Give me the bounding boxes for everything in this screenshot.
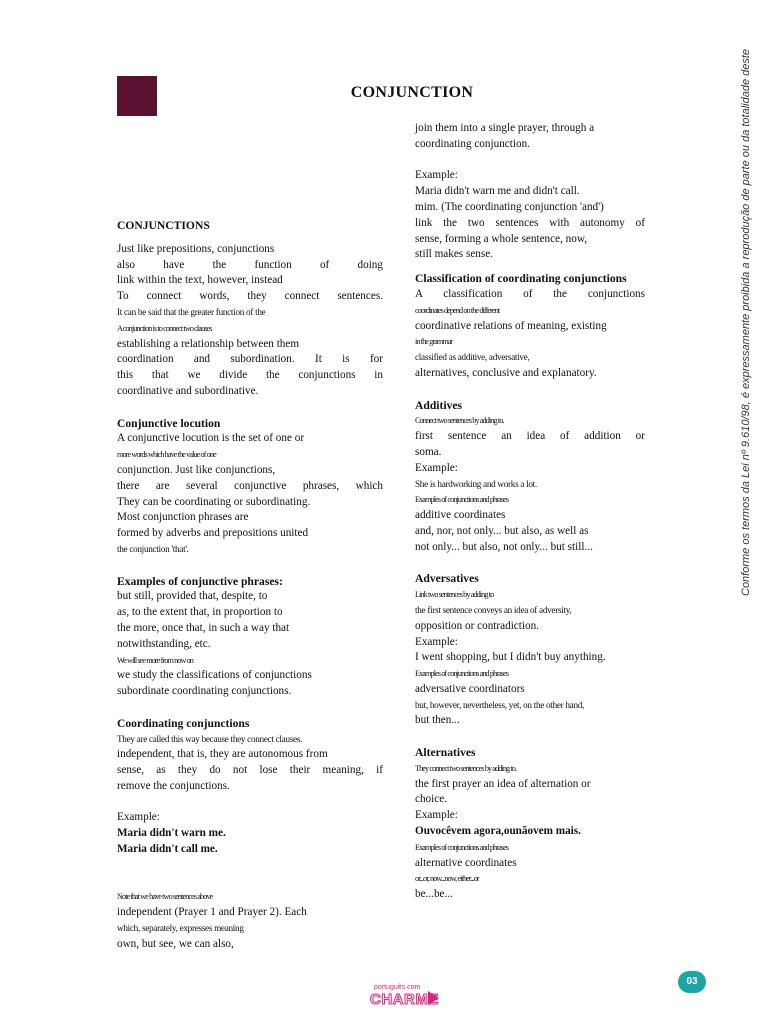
copyright-side-note: Conforme os termos da Lei nº 9.610/98, é expressamente proibida a reprodução de parte ou da totalidade deste bbox=[740, 48, 752, 596]
text-line bbox=[117, 874, 383, 890]
text-line: coordination and subordination. It is for bbox=[117, 353, 383, 366]
text-line: Note that we have two sentences above bbox=[117, 892, 213, 902]
text-line: She is hardworking and works a lot. bbox=[415, 478, 537, 489]
text-line bbox=[117, 234, 383, 242]
text-line bbox=[415, 153, 645, 169]
text-line: A conjunctive locution is the set of one or bbox=[117, 432, 305, 445]
text-line: remove the conjunctions. bbox=[117, 779, 230, 792]
text-line: link within the text, however, instead bbox=[117, 274, 283, 287]
text-line: Just like prepositions, conjunctions bbox=[117, 242, 275, 255]
text-line: Examples of conjunctions and phrases bbox=[415, 495, 509, 505]
text-line: Example: bbox=[415, 809, 458, 822]
text-line: there are several conjunctive phrases, which bbox=[117, 479, 383, 492]
text-line: Link two sentences by adding to bbox=[415, 590, 494, 600]
text-line: more words which have the value of one bbox=[117, 450, 216, 460]
logo-top-text: português.com bbox=[374, 984, 421, 991]
play-icon bbox=[428, 991, 439, 1005]
logo-main-text: CHARME bbox=[370, 991, 439, 1008]
text-line bbox=[415, 382, 645, 398]
section-heading: Conjunctive locution bbox=[117, 416, 221, 430]
text-line: coordinates depend on the different bbox=[415, 305, 500, 315]
text-line: classified as additive, adversative, bbox=[415, 352, 530, 363]
text-line: mim. (The coordinating conjunction 'and') bbox=[415, 200, 604, 213]
text-line bbox=[117, 700, 383, 716]
text-line: subordinate coordinating conjunctions. bbox=[117, 685, 292, 698]
section-heading: Adversatives bbox=[415, 572, 479, 586]
text-line: or...or, now...now, either...or bbox=[415, 874, 479, 884]
text-line: the first prayer an idea of alternation or bbox=[415, 777, 591, 790]
section-heading: Alternatives bbox=[415, 746, 476, 760]
text-line bbox=[415, 729, 645, 745]
text-line: Example: bbox=[117, 811, 160, 824]
text-line: adversative coordinators bbox=[415, 682, 525, 695]
text-line: Example: bbox=[415, 635, 458, 648]
text-line: be...be... bbox=[415, 888, 453, 901]
brand-logo bbox=[366, 984, 446, 1006]
section-heading: Classification of coordinating conjunctions bbox=[415, 272, 627, 286]
text-line: Maria didn't call me. bbox=[117, 843, 218, 856]
text-line: the conjunction 'that'. bbox=[117, 543, 189, 554]
text-line: but still, provided that, despite, to bbox=[117, 590, 268, 603]
text-line: not only... but also, not only... but still... bbox=[415, 540, 593, 553]
text-line: and, nor, not only... but also, as well as bbox=[415, 524, 589, 537]
right-column bbox=[415, 121, 645, 903]
text-line: we study the classifications of conjunctions bbox=[117, 669, 312, 682]
text-line: but then... bbox=[415, 714, 460, 727]
text-line: To connect words, they connect sentences. bbox=[117, 290, 383, 303]
text-line: notwithstanding, etc. bbox=[117, 637, 211, 650]
text-line: conjunction. Just like conjunctions, bbox=[117, 463, 276, 476]
text-line: this that we divide the conjunctions in bbox=[117, 369, 383, 382]
section-heading: Coordinating conjunctions bbox=[117, 716, 250, 730]
text-line: still makes sense. bbox=[415, 248, 493, 261]
text-line: join them into a single prayer, through a bbox=[415, 122, 595, 134]
text-line: Maria didn't warn me. bbox=[117, 827, 226, 840]
text-line: opposition or contradiction. bbox=[415, 619, 539, 632]
left-column bbox=[117, 218, 383, 953]
text-line bbox=[117, 400, 383, 416]
text-line: Examples of conjunctions and phrases bbox=[415, 842, 509, 852]
text-line bbox=[117, 858, 383, 874]
text-line: They connect two sentences by adding to. bbox=[415, 763, 517, 773]
text-line: alternatives, conclusive and explanatory. bbox=[415, 366, 597, 379]
text-line: A classification of the conjunctions bbox=[415, 287, 645, 300]
text-line: Example: bbox=[415, 169, 458, 182]
text-line: independent, that is, they are autonomous from bbox=[117, 748, 328, 761]
text-line: I went shopping, but I didn't buy anything. bbox=[415, 651, 606, 664]
text-line: the first sentence conveys an idea of adversity, bbox=[415, 604, 572, 615]
text-line: first sentence an idea of addition or bbox=[415, 430, 645, 443]
text-line: They can be coordinating or subordinating. bbox=[117, 495, 311, 508]
text-line: establishing a relationship between them bbox=[117, 337, 300, 350]
text-line: Examples of conjunctions and phrases bbox=[415, 669, 509, 679]
text-line: formed by adverbs and prepositions united bbox=[117, 527, 309, 540]
text-line: also have the function of doing bbox=[117, 258, 383, 271]
text-line bbox=[117, 558, 383, 574]
text-line: independent (Prayer 1 and Prayer 2). Each bbox=[117, 906, 307, 919]
section-heading: CONJUNCTIONS bbox=[117, 219, 210, 232]
text-line: We will see more from now on bbox=[117, 655, 194, 665]
section-heading: Examples of conjunctive phrases: bbox=[117, 574, 283, 588]
text-line: but, however, nevertheless, yet, on the other hand, bbox=[415, 699, 585, 710]
text-line bbox=[415, 556, 645, 572]
text-line: soma. bbox=[415, 445, 442, 458]
text-line: They are called this way because they connect clauses. bbox=[117, 733, 303, 744]
text-line: additive coordinates bbox=[415, 509, 506, 522]
text-line bbox=[117, 795, 383, 811]
text-line: link the two sentences with autonomy of bbox=[415, 216, 645, 229]
text-line: Ouvocêvem agora,ounãovem mais. bbox=[415, 825, 581, 838]
text-line: choice. bbox=[415, 793, 447, 806]
text-line: own, but see, we can also, bbox=[117, 937, 234, 950]
text-line: A conjunction is to connect two clauses bbox=[117, 323, 212, 333]
page-title: CONJUNCTION bbox=[350, 84, 474, 101]
text-line: sense, forming a whole sentence, now, bbox=[415, 232, 588, 245]
text-line: Connect two sentences by adding to. bbox=[415, 416, 504, 426]
text-line: coordinative relations of meaning, existing bbox=[415, 319, 607, 332]
text-line: as, to the extent that, in proportion to bbox=[117, 606, 283, 619]
text-line: coordinating conjunction. bbox=[415, 137, 530, 150]
text-line: Maria didn't warn me and didn't call. bbox=[415, 185, 580, 198]
text-line: in the grammar bbox=[415, 337, 453, 347]
text-line: Most conjunction phrases are bbox=[117, 511, 249, 524]
text-line: the more, once that, in such a way that bbox=[117, 621, 290, 634]
text-line: It can be said that the greater function of the bbox=[117, 306, 266, 317]
text-line: alternative coordinates bbox=[415, 856, 517, 869]
text-line: Example: bbox=[415, 461, 458, 474]
page-number: 03 bbox=[678, 971, 706, 993]
decorative-square bbox=[117, 76, 157, 116]
section-heading: Additives bbox=[415, 398, 463, 412]
text-line bbox=[415, 263, 645, 271]
text-line: which, separately, expresses meaning bbox=[117, 923, 244, 934]
text-line: coordinative and subordinative. bbox=[117, 384, 259, 397]
text-line: sense, as they do not lose their meaning, if bbox=[117, 764, 383, 777]
